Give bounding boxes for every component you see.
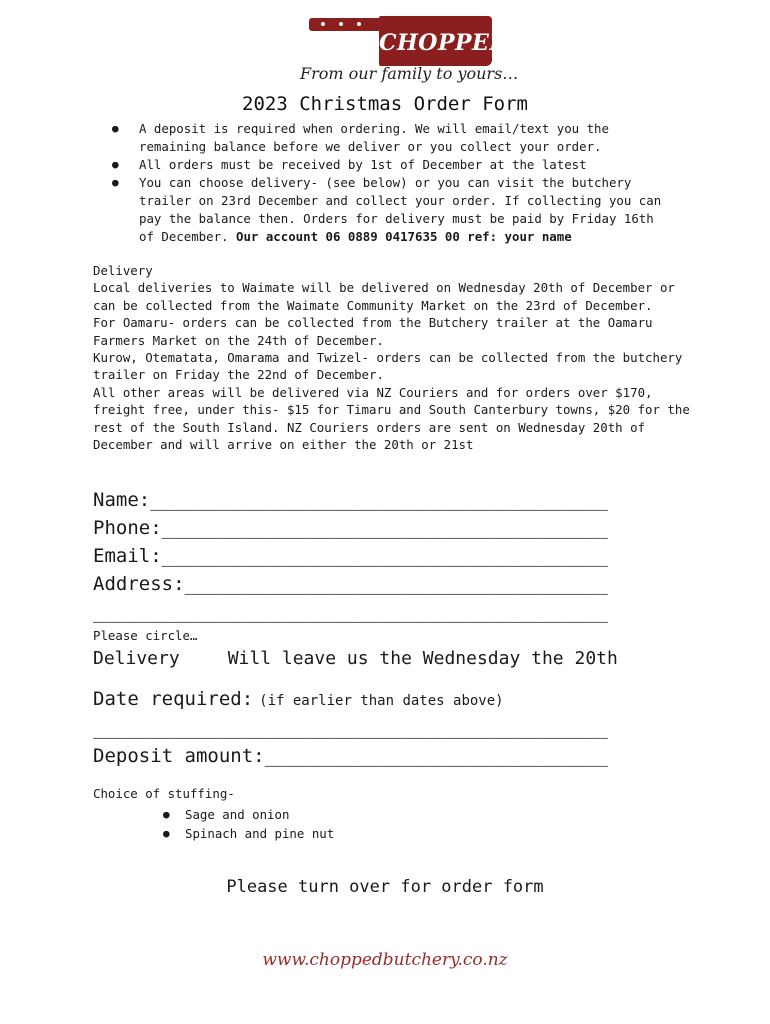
- please-circle-label: Please circle…: [93, 628, 198, 643]
- website-link[interactable]: www.choppedbutchery.co.nz: [262, 950, 508, 970]
- delivery-section: [93, 262, 693, 453]
- delivery-body: Local deliveries to Waimate will be delivered on Wednesday 20th of December or can be collected from the Waimate Community Market on the 23rd of December. For Oamaru- orders can be collected from the Butchery trailer at the Oamaru Farmers Market on the 24th of December. Kurow, Otematata, Omarama and Twizel- orders can be collected from the butchery trailer on Friday the 22nd of December. All other areas will be delivered via NZ Couriers and for orders over $170, freight free, under this- $15 for Timaru and South Canterbury towns, $20 for the rest of the South Island. NZ Couriers orders are sent on Wednesday 20th of December and will arrive on either the 20th or 21st: [93, 280, 690, 453]
- email-field[interactable]: Email:_______________________________________: [93, 545, 608, 567]
- logo-plate: [379, 16, 509, 66]
- bullet-deadline: ● All orders must be received by 1st of December at the latest: [112, 156, 672, 174]
- logo-text: CHOPPED: [379, 30, 509, 56]
- phone-field[interactable]: Phone:_______________________________________: [93, 517, 608, 539]
- account-details: Our account 06 0889 0417635 00 ref: your name: [235, 229, 572, 244]
- page-title: 2023 Christmas Order Form: [242, 93, 528, 115]
- knife-blade-graphic: [309, 18, 381, 31]
- deposit-field[interactable]: Deposit amount:______________________________: [93, 745, 608, 767]
- stuffing-option-sage[interactable]: ● Sage and onion: [163, 805, 334, 824]
- turn-over-note: Please turn over for order form: [226, 877, 544, 897]
- address-field[interactable]: Address:_____________________________________: [93, 573, 608, 595]
- stuffing-heading: Choice of stuffing-: [93, 786, 235, 801]
- date-required-label: Date required: (if earlier than dates above): [93, 688, 504, 710]
- option-pickup[interactable]: Will leave us the Wednesday the 20th: [227, 648, 618, 669]
- info-bullets: [112, 120, 672, 246]
- chopped-logo: [305, 14, 509, 66]
- bullet-deposit: ● A deposit is required when ordering. We will email/text you the remaining balance before we deliver or you collect your order.: [112, 120, 672, 156]
- stuffing-options: [163, 805, 334, 843]
- delivery-options: [93, 648, 618, 669]
- bullet-collection: ● You can choose delivery- (see below) or you can visit the butchery trailer on 23rd December and collect your order. If collecting you can pay the balance then. Orders for delivery must be paid by Friday 16th of December. Our account 06 0889 0417635 00 ref: your name: [112, 174, 672, 246]
- date-field[interactable]: _____________________________________________: [93, 717, 608, 739]
- delivery-heading: Delivery: [93, 263, 153, 278]
- option-delivery[interactable]: Delivery: [93, 648, 180, 669]
- address-line2-field[interactable]: _____________________________________________: [93, 601, 608, 623]
- name-field[interactable]: Name:________________________________________: [93, 489, 608, 511]
- tagline: From our family to yours…: [300, 64, 519, 83]
- stuffing-option-spinach[interactable]: ● Spinach and pine nut: [163, 824, 334, 843]
- date-note: (if earlier than dates above): [259, 693, 504, 709]
